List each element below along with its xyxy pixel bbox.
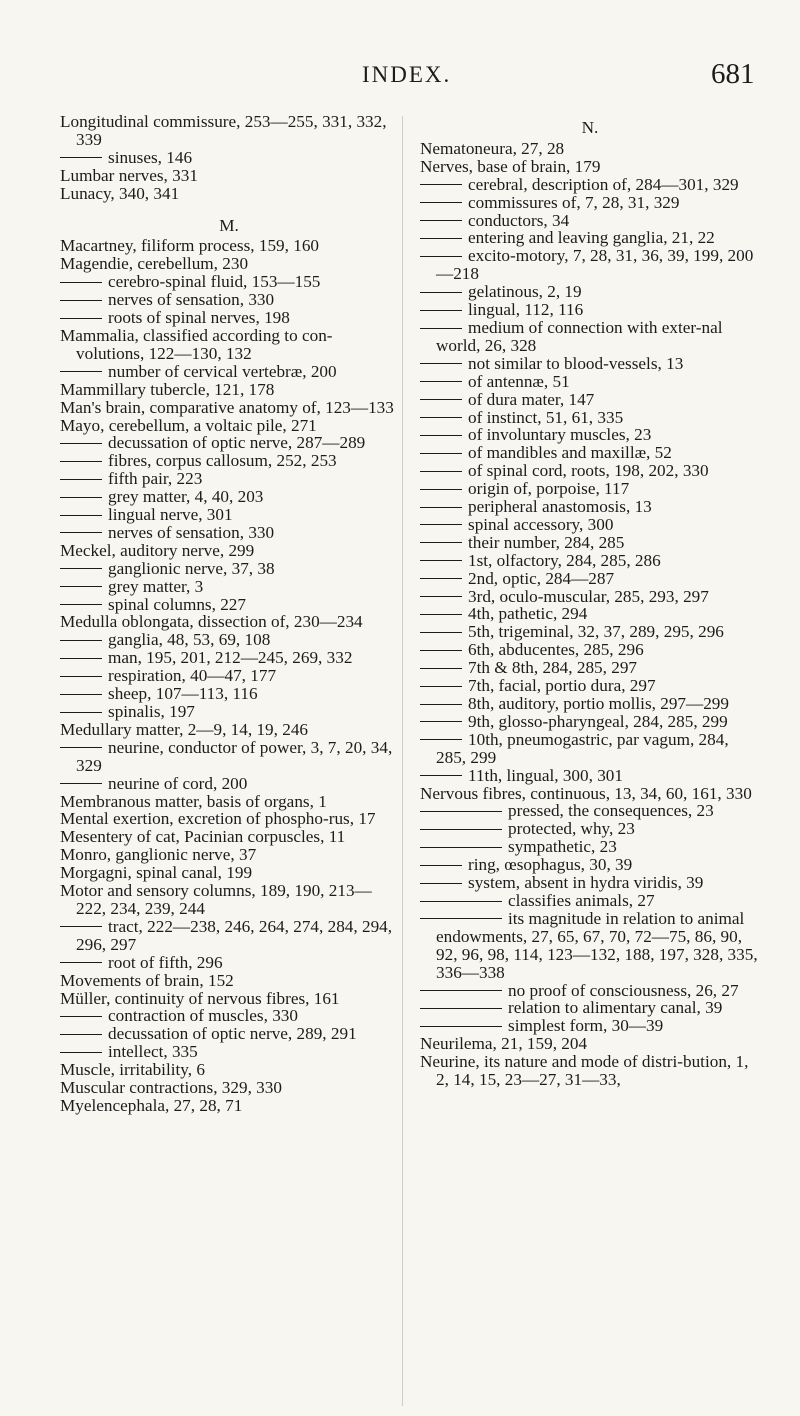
entry-text: root of fifth, 296 [108, 952, 223, 972]
entry-text: commissures of, 7, 28, 31, 329 [468, 192, 680, 212]
ditto-dash [420, 507, 462, 508]
entry-text: Nervous fibres, continuous, 13, 34, 60, 161, 330 [420, 783, 752, 803]
index-column-right [420, 113, 760, 1089]
index-subentry [60, 470, 398, 488]
entry-text: Motor and sensory columns, 189, 190, 213—222, 234, 239, 244 [60, 881, 372, 918]
ditto-dash [420, 184, 462, 185]
index-entry [60, 542, 398, 560]
index-entry [60, 613, 398, 631]
entry-text: cerebral, description of, 284—301, 329 [468, 174, 739, 194]
index-entry [60, 1061, 398, 1079]
entry-text: conductors, 34 [468, 210, 570, 230]
entry-text: 3rd, oculo-muscular, 285, 293, 297 [468, 586, 709, 606]
index-entry [60, 721, 398, 739]
index-subentry [420, 391, 760, 409]
entry-text: contraction of muscles, 330 [108, 1006, 298, 1026]
index-subentry [420, 838, 760, 856]
entry-text: sympathetic, 23 [508, 837, 617, 857]
index-subentry [420, 695, 760, 713]
index-entry [60, 237, 398, 255]
ditto-dash [420, 292, 462, 293]
ditto-dash [60, 568, 102, 569]
index-entry [60, 327, 398, 363]
ditto-dash [420, 417, 462, 418]
index-entry [60, 113, 398, 149]
entry-text: Nerves, base of brain, 179 [420, 156, 601, 176]
index-subentry [420, 677, 760, 695]
ditto-dash [420, 704, 462, 705]
index-subentry [60, 739, 398, 775]
index-subentry [60, 775, 398, 793]
entry-text: 10th, pneumogastric, par vagum, 284, 285, 299 [436, 729, 729, 767]
index-entry [60, 417, 398, 435]
index-subentry [420, 892, 760, 910]
entry-text: pressed, the consequences, 23 [508, 801, 714, 821]
entry-text: Myelencephala, 27, 28, 71 [60, 1095, 243, 1115]
entry-text: protected, why, 23 [508, 819, 635, 839]
index-subentry [420, 409, 760, 427]
ditto-dash [420, 310, 462, 311]
ditto-dash [420, 363, 462, 364]
entry-text: 1st, olfactory, 284, 285, 286 [468, 550, 661, 570]
entry-text: gelatinous, 2, 19 [468, 282, 582, 302]
ditto-dash [420, 883, 462, 884]
index-subentry [420, 982, 760, 1000]
entry-text: of spinal cord, roots, 198, 202, 330 [468, 461, 709, 481]
entry-text: lingual, 112, 116 [468, 300, 584, 320]
entry-text: Meckel, auditory nerve, 299 [60, 540, 255, 560]
entry-text: fibres, corpus callosum, 252, 253 [108, 451, 337, 471]
index-subentry [60, 488, 398, 506]
entry-text: ganglia, 48, 53, 69, 108 [108, 630, 271, 650]
index-subentry [420, 534, 760, 552]
entry-text: Muscular contractions, 329, 330 [60, 1078, 282, 1098]
index-subentry [420, 462, 760, 480]
entry-text: of mandibles and maxillæ, 52 [468, 443, 672, 463]
ditto-dash [420, 202, 462, 203]
ditto-dash [60, 282, 102, 283]
index-entry [60, 167, 398, 185]
entry-text: Mayo, cerebellum, a voltaic pile, 271 [60, 415, 317, 435]
entry-text: Man's brain, comparative anatomy of, 123—133 [60, 397, 394, 417]
index-subentry [60, 506, 398, 524]
ditto-dash [420, 578, 462, 579]
entry-text: grey matter, 4, 40, 203 [108, 487, 264, 507]
entry-text: Nematoneura, 27, 28 [420, 138, 565, 158]
ditto-dash [420, 668, 462, 669]
entry-text: sheep, 107—113, 116 [108, 684, 258, 704]
index-subentry [420, 247, 760, 283]
index-subentry [60, 954, 398, 972]
index-subentry [420, 498, 760, 516]
section-letter: N. [581, 118, 599, 137]
entry-text: system, absent in hydra viridis, 39 [468, 873, 704, 893]
entry-text: their number, 284, 285 [468, 532, 625, 552]
ditto-dash [420, 918, 502, 919]
entry-text: Medulla oblongata, dissection of, 230—234 [60, 612, 363, 632]
entry-text: lingual nerve, 301 [108, 505, 233, 525]
entry-text: of dura mater, 147 [468, 389, 595, 409]
ditto-dash [420, 650, 462, 651]
index-subentry [60, 273, 398, 291]
index-subentry [420, 301, 760, 319]
entry-text: 8th, auditory, portio mollis, 297—299 [468, 694, 729, 713]
page-number: 681 [711, 58, 755, 90]
index-subentry [420, 623, 760, 641]
entry-text: Magendie, cerebellum, 230 [60, 254, 249, 274]
entry-text: simplest form, 30—39 [508, 1016, 664, 1036]
entry-text: neurine, conductor of power, 3, 7, 20, 34, 329 [76, 737, 393, 775]
ditto-dash [420, 775, 462, 776]
ditto-dash [60, 1016, 102, 1017]
ditto-dash [420, 847, 502, 848]
entry-text: nerves of sensation, 330 [108, 290, 275, 310]
ditto-dash [60, 586, 102, 587]
entry-text: Movements of brain, 152 [60, 970, 234, 990]
entry-text: Neurine, its nature and mode of distri-bution, 1, 2, 14, 15, 23—27, 31—33, [420, 1052, 749, 1090]
index-subentry [420, 516, 760, 534]
ditto-dash [60, 479, 102, 480]
entry-text: not similar to blood-vessels, 13 [468, 353, 684, 373]
entry-text: spinal accessory, 300 [468, 514, 614, 534]
entry-text: spinal columns, 227 [108, 594, 246, 614]
ditto-dash [60, 318, 102, 319]
index-entry [60, 793, 398, 811]
index-entry [60, 1097, 398, 1115]
ditto-dash [60, 783, 102, 784]
entry-text: Medullary matter, 2—9, 14, 19, 246 [60, 719, 309, 739]
entry-text: excito-motory, 7, 28, 31, 36, 39, 199, 200—218 [436, 246, 754, 284]
entry-text: Lunacy, 340, 341 [60, 183, 180, 203]
ditto-dash [420, 524, 462, 525]
entry-text: spinalis, 197 [108, 702, 195, 721]
entry-text: Neurilema, 21, 159, 204 [420, 1034, 588, 1054]
ditto-dash [60, 371, 102, 372]
ditto-dash [60, 712, 102, 713]
entry-text: 6th, abducentes, 285, 296 [468, 640, 644, 660]
index-subentry [60, 149, 398, 167]
ditto-dash [420, 220, 462, 221]
entry-text: medium of connection with exter-nal world, 26, 328 [436, 317, 723, 355]
ditto-dash [420, 435, 462, 436]
index-entry [60, 255, 398, 273]
index-subentry [420, 283, 760, 301]
ditto-dash [420, 1008, 502, 1009]
index-subentry [420, 856, 760, 874]
ditto-dash [60, 443, 102, 444]
entry-text: of antennæ, 51 [468, 371, 570, 391]
index-subentry [60, 1007, 398, 1025]
entry-text: nerves of sensation, 330 [108, 522, 275, 542]
ditto-dash [420, 901, 502, 902]
entry-text: roots of spinal nerves, 198 [108, 308, 290, 328]
entry-text: Longitudinal commissure, 253—255, 331, 332, 339 [60, 112, 387, 149]
index-subentry [60, 309, 398, 327]
ditto-dash [420, 739, 462, 740]
ditto-dash [60, 747, 102, 748]
index-entry [60, 185, 398, 203]
entry-text: tract, 222—238, 246, 264, 274, 284, 294, 296, 297 [76, 916, 393, 954]
ditto-dash [420, 1026, 502, 1027]
index-entry [60, 846, 398, 864]
ditto-dash [420, 614, 462, 615]
page-title: INDEX. [362, 62, 452, 87]
ditto-dash [420, 542, 462, 543]
index-subentry [420, 319, 760, 355]
index-subentry [420, 767, 760, 785]
entry-text: Monro, ganglionic nerve, 37 [60, 845, 257, 865]
index-subentry [420, 802, 760, 820]
ditto-dash [420, 632, 462, 633]
entry-text: 11th, lingual, 300, 301 [468, 765, 623, 785]
entry-text: classifies animals, 27 [508, 890, 655, 910]
entry-text: number of cervical vertebræ, 200 [108, 361, 337, 381]
ditto-dash [60, 604, 102, 605]
index-subentry [60, 596, 398, 614]
entry-text: Mammalia, classified according to con-volutions, 122—130, 132 [60, 325, 333, 363]
index-entry [420, 1035, 760, 1053]
ditto-dash [420, 811, 502, 812]
ditto-dash [420, 256, 462, 257]
index-subentry [60, 560, 398, 578]
ditto-dash [60, 497, 102, 498]
index-subentry [420, 820, 760, 838]
ditto-dash [60, 658, 102, 659]
entry-text: ring, œsophagus, 30, 39 [468, 855, 633, 875]
ditto-dash [60, 962, 102, 963]
entry-text: respiration, 40—47, 177 [108, 666, 277, 686]
index-subentry [420, 588, 760, 606]
entry-text: relation to alimentary canal, 39 [508, 998, 723, 1018]
index-entry [60, 972, 398, 990]
entry-text: fifth pair, 223 [108, 469, 203, 489]
entry-text: Lumbar nerves, 331 [60, 165, 198, 185]
index-subentry [420, 605, 760, 623]
index-entry [60, 990, 398, 1008]
ditto-dash [420, 721, 462, 722]
ditto-dash [60, 515, 102, 516]
ditto-dash [420, 471, 462, 472]
index-subentry [60, 631, 398, 649]
entry-text: of involuntary muscles, 23 [468, 425, 652, 445]
index-subentry [420, 641, 760, 659]
entry-text: 7th, facial, portio dura, 297 [468, 676, 656, 696]
entry-text: of instinct, 51, 61, 335 [468, 407, 624, 427]
entry-text: Membranous matter, basis of organs, 1 [60, 791, 327, 811]
ditto-dash [60, 676, 102, 677]
index-subentry [420, 731, 760, 767]
entry-text: origin of, porpoise, 117 [468, 479, 630, 499]
index-subentry [60, 363, 398, 381]
index-entry [60, 864, 398, 882]
entry-text: no proof of consciousness, 26, 27 [508, 980, 739, 1000]
ditto-dash [420, 686, 462, 687]
index-subentry [60, 291, 398, 309]
ditto-dash [60, 157, 102, 158]
index-subentry [420, 212, 760, 230]
ditto-dash [420, 399, 462, 400]
page-header [0, 58, 800, 102]
index-entry [60, 882, 398, 918]
entry-text: 7th & 8th, 284, 285, 297 [468, 658, 638, 678]
index-subentry [60, 578, 398, 596]
entry-text: neurine of cord, 200 [108, 773, 248, 793]
index-subentry [420, 1017, 760, 1035]
ditto-dash [420, 453, 462, 454]
ditto-dash [420, 238, 462, 239]
ditto-dash [60, 461, 102, 462]
index-entry [420, 785, 760, 803]
ditto-dash [420, 990, 502, 991]
entry-text: cerebro-spinal fluid, 153—155 [108, 272, 321, 292]
index-subentry [420, 444, 760, 462]
entry-text: its magnitude in relation to animal endowments, 27, 65, 67, 70, 72—75, 86, 90, 92, 96, 98, 114, 123—132, 188, 197, 328, 335, 336—338 [436, 908, 758, 982]
index-subentry [420, 552, 760, 570]
ditto-dash [420, 596, 462, 597]
entry-text: 5th, trigeminal, 32, 37, 289, 295, 296 [468, 622, 724, 642]
ditto-dash [60, 926, 102, 927]
index-subentry [420, 570, 760, 588]
index-subentry [60, 685, 398, 703]
index-subentry [420, 659, 760, 677]
ditto-dash [60, 1034, 102, 1035]
entry-text: decussation of optic nerve, 287—289 [108, 433, 366, 453]
index-subentry [420, 426, 760, 444]
entry-text: entering and leaving ganglia, 21, 22 [468, 228, 715, 248]
entry-text: intellect, 335 [108, 1042, 198, 1062]
ditto-dash [420, 829, 502, 830]
column-divider [402, 116, 403, 1406]
entry-text: 4th, pathetic, 294 [468, 604, 588, 624]
index-subentry [420, 176, 760, 194]
index-subentry [60, 1043, 398, 1061]
ditto-dash [60, 532, 102, 533]
entry-text: Macartney, filiform process, 159, 160 [60, 236, 320, 256]
entry-text: 9th, glosso-pharyngeal, 284, 285, 299 [468, 711, 728, 731]
index-subentry [60, 524, 398, 542]
entry-text: Mental exertion, excretion of phospho-rus, 17 [60, 809, 376, 829]
entry-text: 2nd, optic, 284—287 [468, 568, 615, 588]
index-column-left [60, 113, 398, 1115]
entry-text: peripheral anastomosis, 13 [468, 497, 652, 517]
index-entry [60, 1079, 398, 1097]
index-subentry [420, 355, 760, 373]
entry-text: Muscle, irritability, 6 [60, 1060, 205, 1080]
entry-text: Mammillary tubercle, 121, 178 [60, 379, 275, 399]
entry-text: grey matter, 3 [108, 576, 204, 596]
index-entry [420, 140, 760, 158]
entry-text: Mesentery of cat, Pacinian corpuscles, 11 [60, 827, 346, 847]
ditto-dash [420, 381, 462, 382]
index-subentry [60, 1025, 398, 1043]
ditto-dash [60, 1052, 102, 1053]
index-subentry [60, 667, 398, 685]
index-subentry [420, 229, 760, 247]
entry-text: sinuses, 146 [108, 147, 193, 167]
index-entry [420, 158, 760, 176]
index-subentry [420, 713, 760, 731]
index-entry [60, 810, 398, 828]
index-subentry [420, 480, 760, 498]
ditto-dash [60, 300, 102, 301]
ditto-dash [60, 640, 102, 641]
index-entry [60, 828, 398, 846]
spacer [60, 203, 398, 211]
entry-text: ganglionic nerve, 37, 38 [108, 558, 275, 578]
index-entry [420, 1053, 760, 1089]
index-subentry [60, 649, 398, 667]
ditto-dash [420, 865, 462, 866]
index-subentry [60, 703, 398, 721]
entry-text: decussation of optic nerve, 289, 291 [108, 1024, 357, 1044]
section-letter: M. [219, 215, 239, 235]
index-subentry [60, 452, 398, 470]
index-subentry [420, 999, 760, 1017]
entry-text: man, 195, 201, 212—245, 269, 332 [108, 648, 353, 668]
entry-text: Müller, continuity of nervous fibres, 161 [60, 988, 340, 1008]
index-entry [60, 399, 398, 417]
index-subentry [420, 194, 760, 212]
index-subentry [60, 434, 398, 452]
ditto-dash [420, 328, 462, 329]
entry-text: Morgagni, spinal canal, 199 [60, 863, 253, 883]
index-subentry [420, 373, 760, 391]
index-subentry [420, 874, 760, 892]
index-subentry [60, 918, 398, 954]
index-entry [60, 381, 398, 399]
index-subentry [420, 910, 760, 982]
ditto-dash [420, 560, 462, 561]
ditto-dash [420, 489, 462, 490]
ditto-dash [60, 694, 102, 695]
